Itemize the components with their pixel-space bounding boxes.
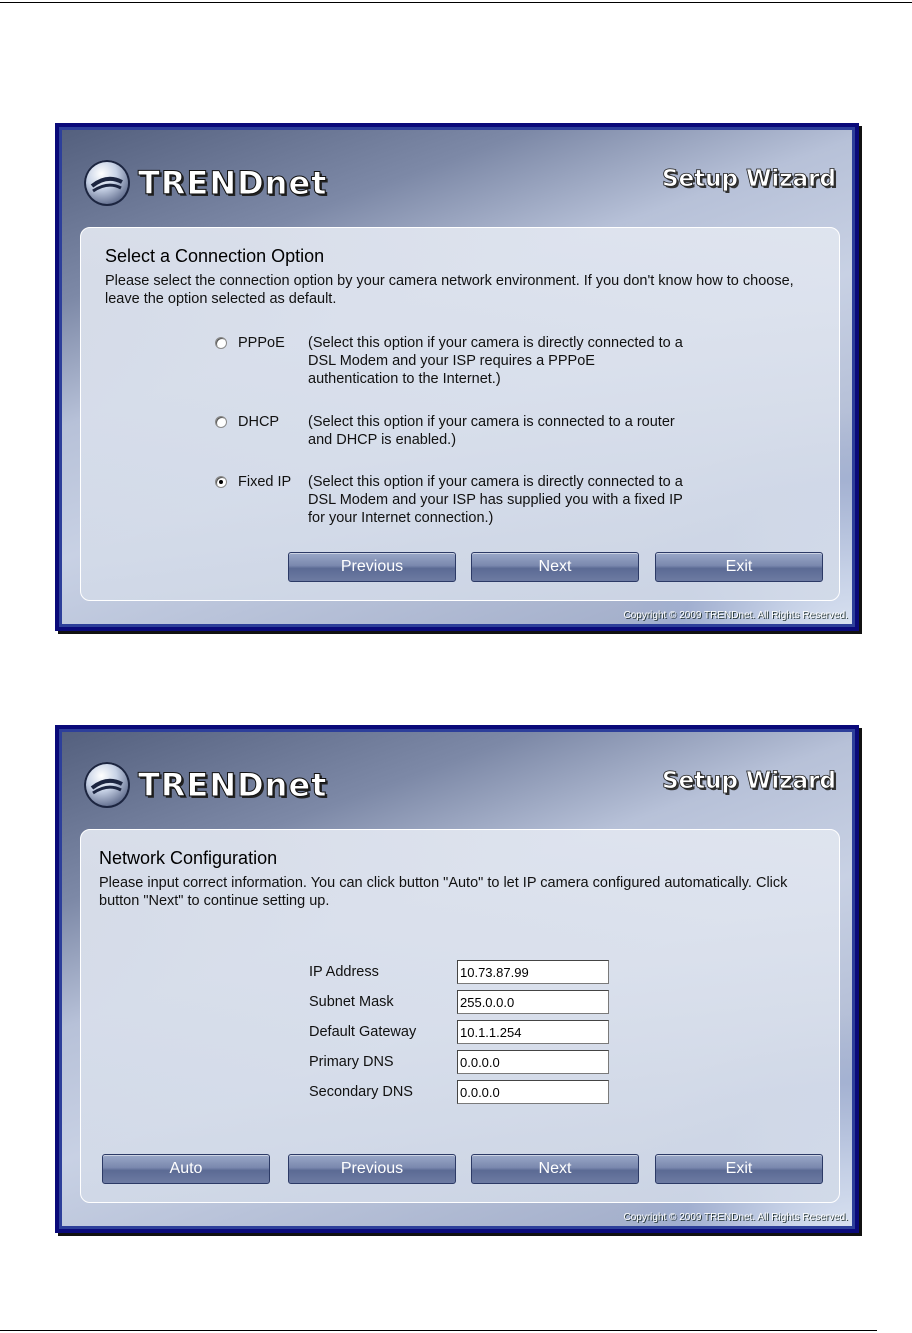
window-background: [62, 130, 852, 624]
primary-dns-input[interactable]: [457, 1050, 609, 1074]
panel-title: Network Configuration: [99, 848, 278, 868]
wizard-title: Setup Wizard: [662, 768, 836, 794]
brand-name: TRENDnet: [138, 164, 328, 202]
ip-address-row: [309, 960, 609, 984]
exit-button[interactable]: Exit: [655, 1154, 823, 1184]
wizard-title: Setup Wizard: [662, 166, 836, 192]
field-label: Primary DNS: [309, 1054, 394, 1070]
option-fixed-ip[interactable]: [215, 473, 688, 527]
next-button[interactable]: Next: [471, 1154, 639, 1184]
fixed-ip-radio[interactable]: [215, 476, 227, 488]
content-panel: [80, 227, 840, 601]
field-label: Subnet Mask: [309, 994, 394, 1010]
option-pppoe[interactable]: [215, 334, 688, 388]
secondary-dns-input[interactable]: [457, 1080, 609, 1104]
option-label: DHCP: [238, 414, 280, 430]
option-description: (Select this option if your camera is directly connected to a DSL Modem and your ISP requires a PPPoE authentication to the Internet.): [308, 335, 683, 387]
secondary-dns-row: [309, 1080, 609, 1104]
panel-title: Select a Connection Option: [105, 246, 325, 266]
option-description: (Select this option if your camera is directly connected to a DSL Modem and your ISP has supplied you with a fixed IP for your Internet connection.): [308, 474, 683, 526]
previous-button[interactable]: Previous: [288, 552, 456, 582]
trendnet-logo: [84, 160, 327, 206]
subnet-mask-input[interactable]: [457, 990, 609, 1014]
field-label: Default Gateway: [309, 1024, 417, 1040]
copyright-text: Copyright © 2009 TRENDnet. All Rights Reserved.: [623, 610, 848, 621]
page-top-rule: [0, 2, 912, 3]
field-label: Secondary DNS: [309, 1084, 413, 1100]
window-background: [62, 732, 852, 1226]
copyright-text: Copyright © 2009 TRENDnet. All Rights Reserved.: [623, 1212, 848, 1223]
option-label: PPPoE: [238, 335, 285, 351]
field-label: IP Address: [309, 964, 379, 980]
exit-button[interactable]: Exit: [655, 552, 823, 582]
setup-wizard-window-network: [55, 725, 859, 1233]
default-gateway-input[interactable]: [457, 1020, 609, 1044]
globe-icon: [84, 762, 130, 808]
setup-wizard-window-connection: [55, 123, 859, 631]
previous-button[interactable]: Previous: [288, 1154, 456, 1184]
globe-icon: [84, 160, 130, 206]
next-button[interactable]: Next: [471, 552, 639, 582]
panel-description: Please input correct information. You can click button "Auto" to let IP camera configured automatically. Click button "Next" to continue setting up.: [99, 875, 788, 909]
content-panel: [80, 829, 840, 1203]
auto-button[interactable]: Auto: [102, 1154, 270, 1184]
page-bottom-rule: [0, 1330, 877, 1331]
option-dhcp[interactable]: [215, 413, 688, 449]
pppoe-radio[interactable]: [215, 337, 227, 349]
default-gateway-row: [309, 1020, 609, 1044]
option-label: Fixed IP: [238, 474, 292, 490]
option-description: (Select this option if your camera is connected to a router and DHCP is enabled.): [308, 414, 675, 448]
primary-dns-row: [309, 1050, 609, 1074]
panel-description: Please select the connection option by your camera network environment. If you don't know how to choose, leave the option selected as default.: [105, 273, 794, 307]
brand-name: TRENDnet: [138, 766, 328, 804]
trendnet-logo: [84, 762, 327, 808]
subnet-mask-row: [309, 990, 609, 1014]
ip-address-input[interactable]: [457, 960, 609, 984]
dhcp-radio[interactable]: [215, 416, 227, 428]
